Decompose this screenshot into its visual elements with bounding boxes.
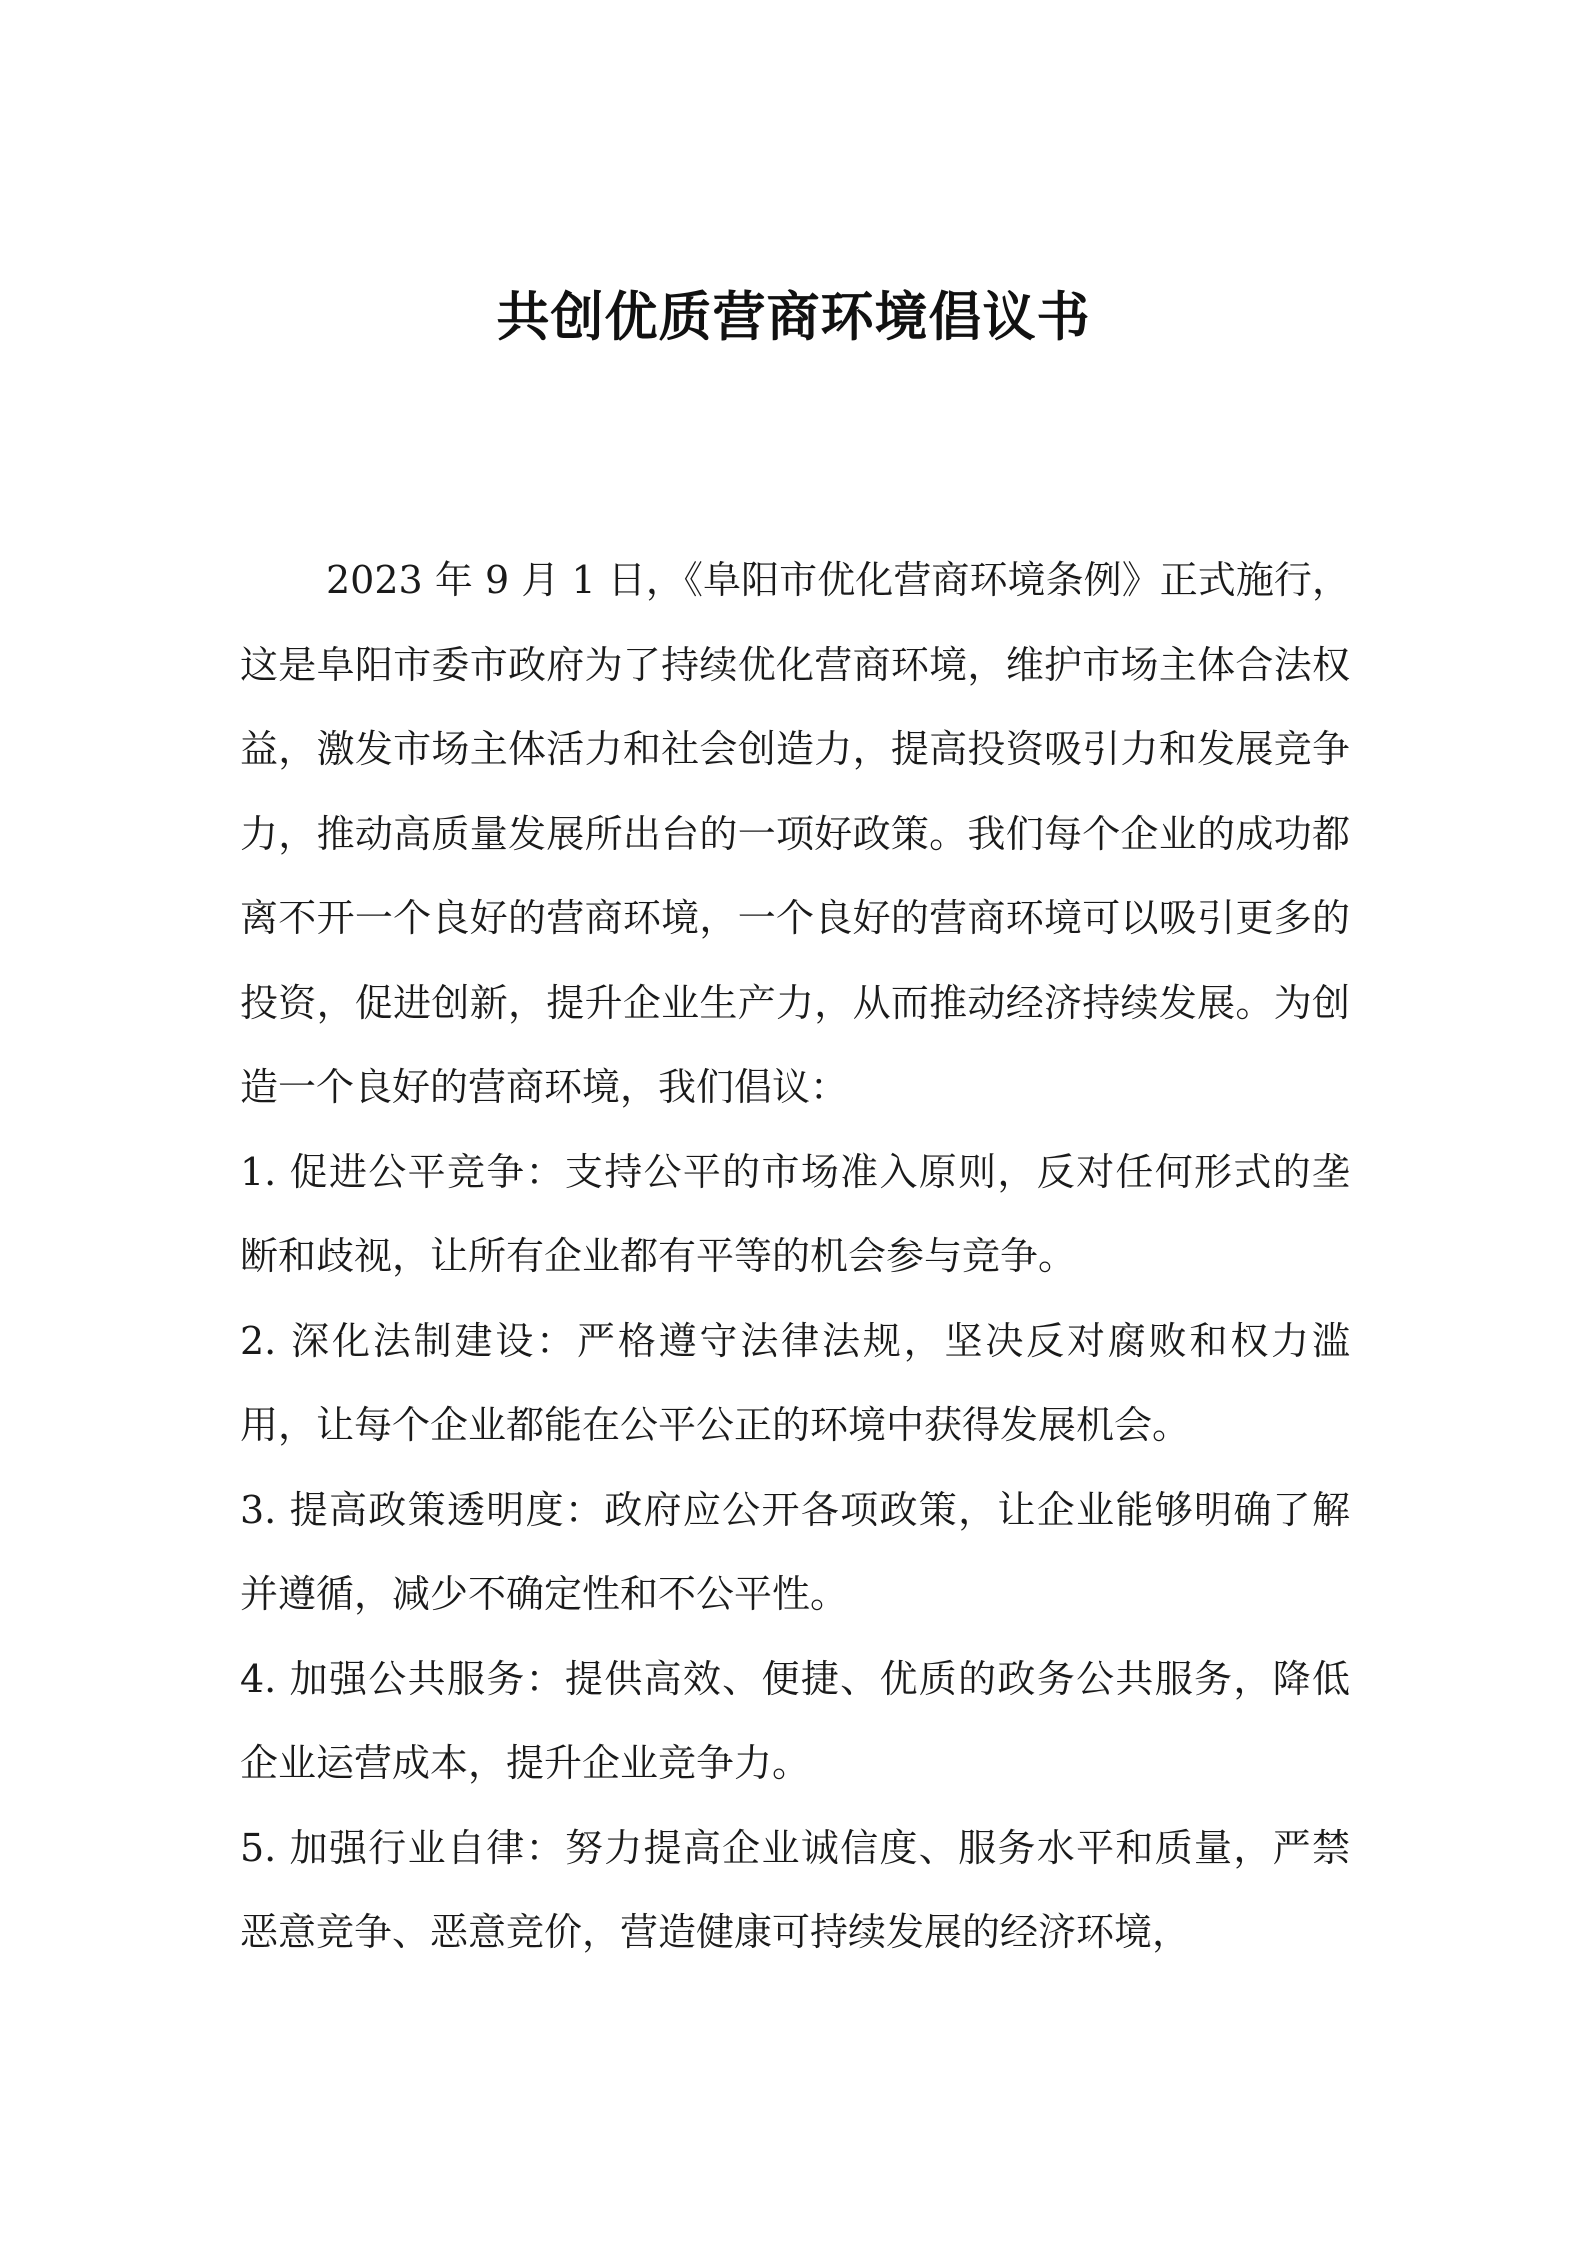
proposal-item: 5. 加强行业自律：努力提高企业诚信度、服务水平和质量，严禁恶意竞争、恶意竞价，营造健康可持续发展的经济环境， bbox=[240, 1825, 1350, 1954]
proposal-item: 2. 深化法制建设：严格遵守法律法规，坚决反对腐败和权力滥用，让每个企业都能在公平公正的环境中获得发展机会。 bbox=[240, 1318, 1350, 1447]
proposal-item: 1. 促进公平竞争：支持公平的市场准入原则，反对任何形式的垄断和歧视，让所有企业都有平等的机会参与竞争。 bbox=[240, 1149, 1350, 1278]
document-title: 共创优质营商环境倡议书 bbox=[496, 286, 1091, 348]
intro-paragraph: 2023 年 9 月 1 日，《阜阳市优化营商环境条例》正式施行，这是阜阳市委市政府为了持续优化营商环境，维护市场主体合法权益，激发市场主体活力和社会创造力，提高投资吸引力和发展竞争力，推动高质量发展所出台的一项好政策。我们每个企业的成功都离不开一个良好的营商环境，一个良好的营商环境可以吸引更多的投资，促进创新，提升企业生产力，从而推动经济持续发展。为创造一个良好的营商环境，我们倡议： bbox=[240, 558, 1350, 1109]
proposal-item: 4. 加强公共服务：提供高效、便捷、优质的政务公共服务，降低企业运营成本，提升企业竞争力。 bbox=[240, 1656, 1350, 1785]
document-body bbox=[240, 538, 1350, 1975]
proposal-item: 3. 提高政策透明度：政府应公开各项政策，让企业能够明确了解并遵循，减少不确定性和不公平性。 bbox=[240, 1487, 1350, 1616]
